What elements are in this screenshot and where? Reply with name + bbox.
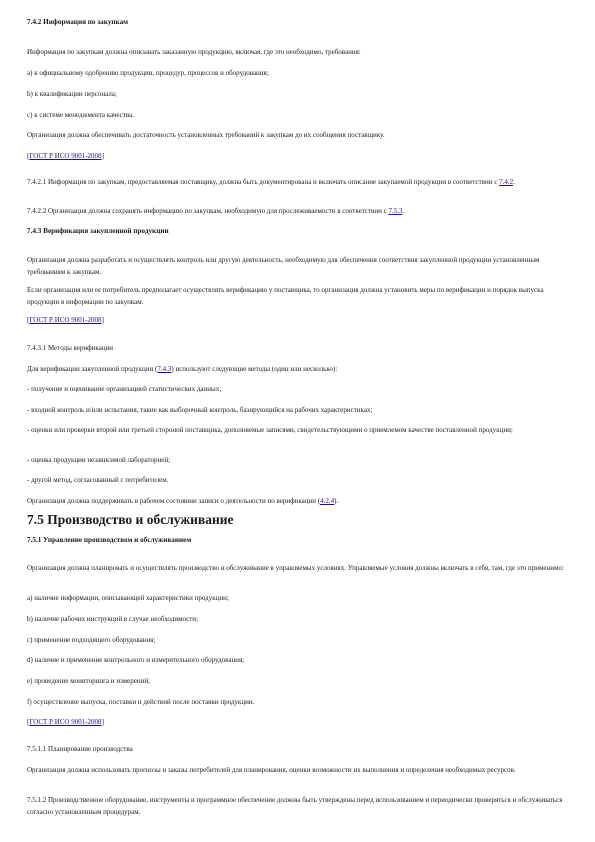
paragraph: Для верификации закупленной продукции (7.4.3) используют следующие методы (один или несколько): [27, 365, 338, 373]
section-heading-7-4-3-1: 7.4.3.1 Методы верификации [27, 344, 114, 352]
standard-reference-link[interactable]: ГОСТ Р ИСО 9001-2008 [29, 718, 102, 726]
clause-link[interactable]: 4.2.4 [320, 497, 335, 505]
standard-reference-link[interactable]: ГОСТ Р ИСО 9001-2008 [29, 316, 102, 324]
list-item: - оценка продукции независимой лабораторией; [27, 456, 171, 464]
list-item: - оценки или проверки второй или третьей стороной поставщика, дополняемые записями, свидетельствующими о приемлемом качестве поставленной продукции; [27, 426, 513, 434]
clause-link[interactable]: 7.5.3 [388, 207, 403, 215]
list-item: c) к системе менеджмента качества. [27, 111, 134, 119]
clause-link[interactable]: 7.4.3 [157, 365, 172, 373]
paragraph: Организация должна разработать и осуществлять контроль или другую деятельность, необходимую для обеспечения соответствия закупленной продукции установленным требованиям к закупкам. [27, 256, 540, 276]
paragraph: Если организация или ее потребитель предполагает осуществлять верификацию у поставщика, то организация должна установить меры по верификации и порядок выпуска продукции в информации по закупкам. [27, 286, 544, 306]
list-item: - другой метод, согласованный с потребителем. [27, 476, 169, 484]
standard-reference-link[interactable]: ГОСТ Р ИСО 9001-2008 [29, 152, 102, 160]
list-item: e) проведение мониторинга и измерений; [27, 677, 151, 685]
list-item: a) к официальному одобрению продукции, процедур, процессов и оборудования; [27, 69, 269, 77]
list-item: f) осуществление выпуска, поставки и действий после поставки продукции. [27, 698, 255, 706]
section-heading-7-5-1: 7.5.1 Управление производством и обслуживанием [27, 536, 192, 544]
list-item: c) применение подходящего оборудования; [27, 636, 156, 644]
paragraph: Организация должна обеспечивать достаточность установленных требований к закупкам до их сообщения поставщику. [27, 131, 385, 139]
paragraph-7-4-2-2: 7.4.2.2 Организация должна сохранять информацию по закупкам, необходимую для прослеживаемости в соответствии с 7.5.3. [27, 207, 405, 215]
standard-reference: [ГОСТ Р ИСО 9001-2008] [27, 718, 104, 726]
clause-link[interactable]: 7.4.2 [499, 178, 514, 186]
paragraph: Организация должна поддерживать в рабочем состоянии записи о деятельности по верификации (4.2.4). [27, 497, 339, 505]
list-item: b) к квалификации персонала; [27, 90, 117, 98]
paragraph: Информация по закупкам должна описывать заказанную продукцию, включая, где это необходимо, требования: [27, 48, 361, 56]
section-heading-7-5: 7.5 Производство и обслуживание [27, 512, 234, 527]
list-item: d) наличие и применение контрольного и измерительного оборудования; [27, 656, 245, 664]
list-item: - входной контроль и/или испытания, такие как выборочный контроль, базирующийся на рабочих характеристиках; [27, 406, 373, 414]
paragraph-7-4-2-1: 7.4.2.1 Информация по закупкам, предоставляемая поставщику, должна быть документирована и включать описание закупаемой продукции в соответствии с 7.4.2. [27, 178, 515, 186]
section-heading-7-4-3: 7.4.3 Верификация закупленной продукции [27, 227, 169, 235]
standard-reference: [ГОСТ Р ИСО 9001-2008] [27, 316, 104, 324]
paragraph: Организация должна использовать прогнозы и заказы потребителей для планирования, оценки возможности их выполнения и определения необходимых ресурсов. [27, 766, 516, 774]
paragraph: Организация должна планировать и осуществлять производство и обслуживание в управляемых условиях. Управляемые условия должны включать в себя, там, где это применимо: [27, 564, 564, 572]
list-item: - получение и оценивание организацией статистических данных; [27, 385, 222, 393]
paragraph-7-5-1-2: 7.5.1.2 Производственное оборудование, инструменты и программное обеспечение должны быть утверждены перед использованием и периодически проверяться и обслуживаться согласно установленным процедурам. [27, 796, 563, 816]
standard-reference: [ГОСТ Р ИСО 9001-2008] [27, 152, 104, 160]
section-heading-7-4-2: 7.4.2 Информация по закупкам [27, 18, 129, 26]
section-heading-7-5-1-1: 7.5.1.1 Планирование производства [27, 745, 133, 753]
list-item: b) наличие рабочих инструкций в случае необходимости; [27, 615, 198, 623]
list-item: a) наличие информации, описывающей характеристики продукции; [27, 594, 229, 602]
